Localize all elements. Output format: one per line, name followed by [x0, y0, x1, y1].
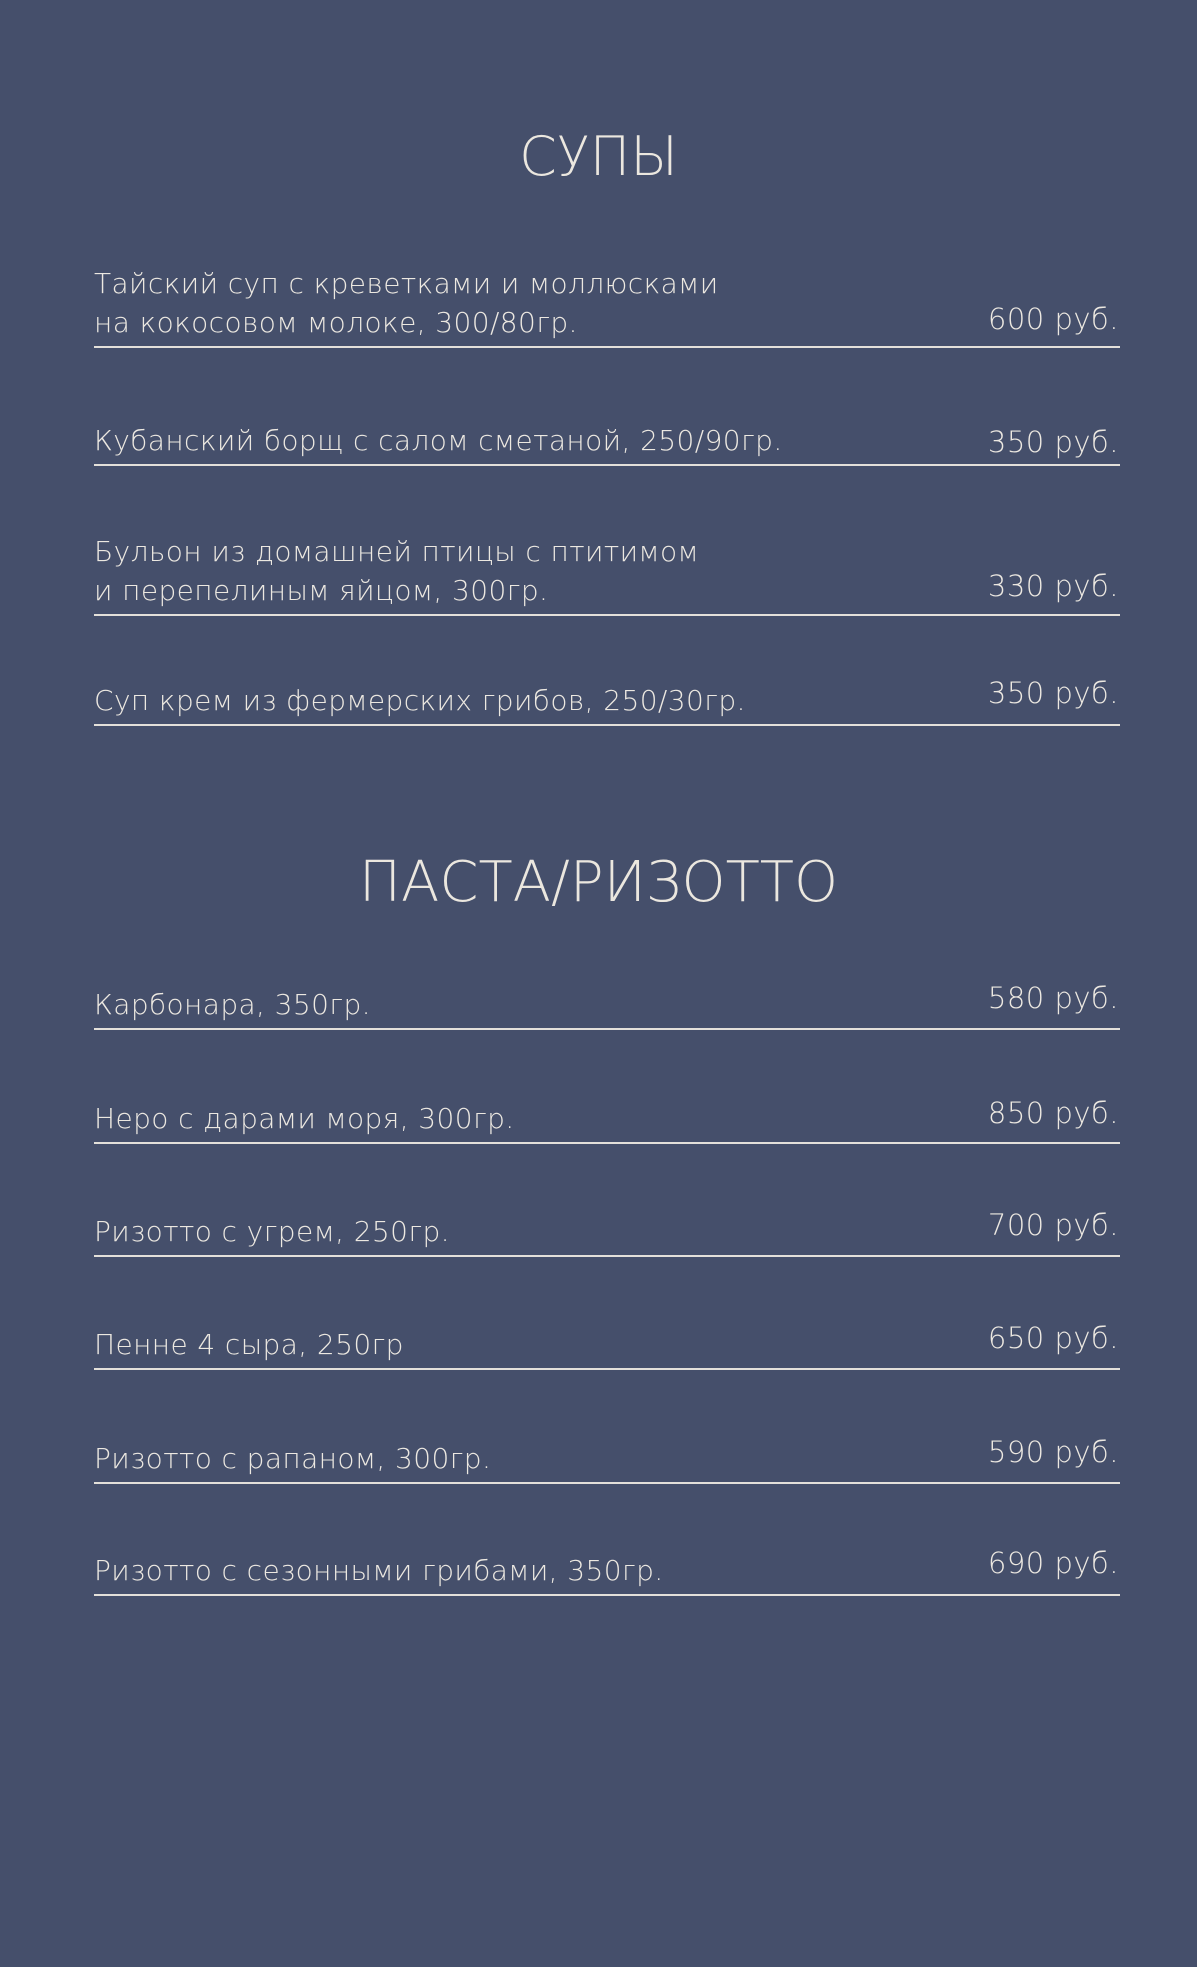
menu-item-mushroom-cream-soup	[94, 672, 1120, 726]
menu-item-price: 650 руб.	[987, 1321, 1119, 1355]
section-title-pasta-risotto: ПАСТА/РИЗОТТО	[358, 850, 839, 915]
menu-item-name: Неро с дарами моря, 300гр.	[94, 1102, 515, 1135]
menu-item-price: 350 руб.	[987, 676, 1119, 710]
menu-item-name: Тайский суп с креветками и моллюсками на кокосовом молоке, 300/80гр.	[94, 267, 719, 339]
menu-item-name: Ризотто с угрем, 250гр.	[94, 1215, 450, 1248]
menu-item-name: Кубанский борщ с салом сметаной, 250/90гр.	[94, 424, 783, 457]
menu-item-price: 850 руб.	[987, 1096, 1119, 1130]
menu-item-thai-soup	[94, 262, 1120, 348]
menu-item-risotto-eel	[94, 1203, 1120, 1257]
menu-item-carbonara	[94, 976, 1120, 1030]
menu-item-name: Суп крем из фермерских грибов, 250/30гр.	[94, 684, 746, 717]
menu-item-price: 600 руб.	[987, 302, 1119, 336]
menu-item-risotto-mushrooms	[94, 1542, 1120, 1596]
menu-item-broth	[94, 530, 1120, 616]
menu-item-name: Ризотто с сезонными грибами, 350гр.	[94, 1554, 664, 1587]
menu-item-price: 590 руб.	[987, 1435, 1119, 1469]
menu-item-price: 700 руб.	[987, 1208, 1119, 1242]
menu-item-price: 350 руб.	[987, 425, 1119, 459]
menu-item-risotto-rapana	[94, 1430, 1120, 1484]
menu-item-name: Бульон из домашней птицы с птитимом и перепелиным яйцом, 300гр.	[94, 535, 700, 607]
menu-item-penne	[94, 1316, 1120, 1370]
menu-item-price: 690 руб.	[987, 1546, 1119, 1580]
menu-item-name: Пенне 4 сыра, 250гр	[94, 1328, 404, 1361]
menu-item-name: Ризотто с рапаном, 300гр.	[94, 1442, 492, 1475]
section-title-soups: СУПЫ	[519, 125, 678, 188]
menu-item-borscht	[94, 412, 1120, 466]
menu-item-name: Карбонара, 350гр.	[94, 988, 371, 1021]
menu-item-price: 580 руб.	[987, 981, 1119, 1015]
menu-item-price: 330 руб.	[987, 569, 1119, 603]
menu-item-nero	[94, 1090, 1120, 1144]
